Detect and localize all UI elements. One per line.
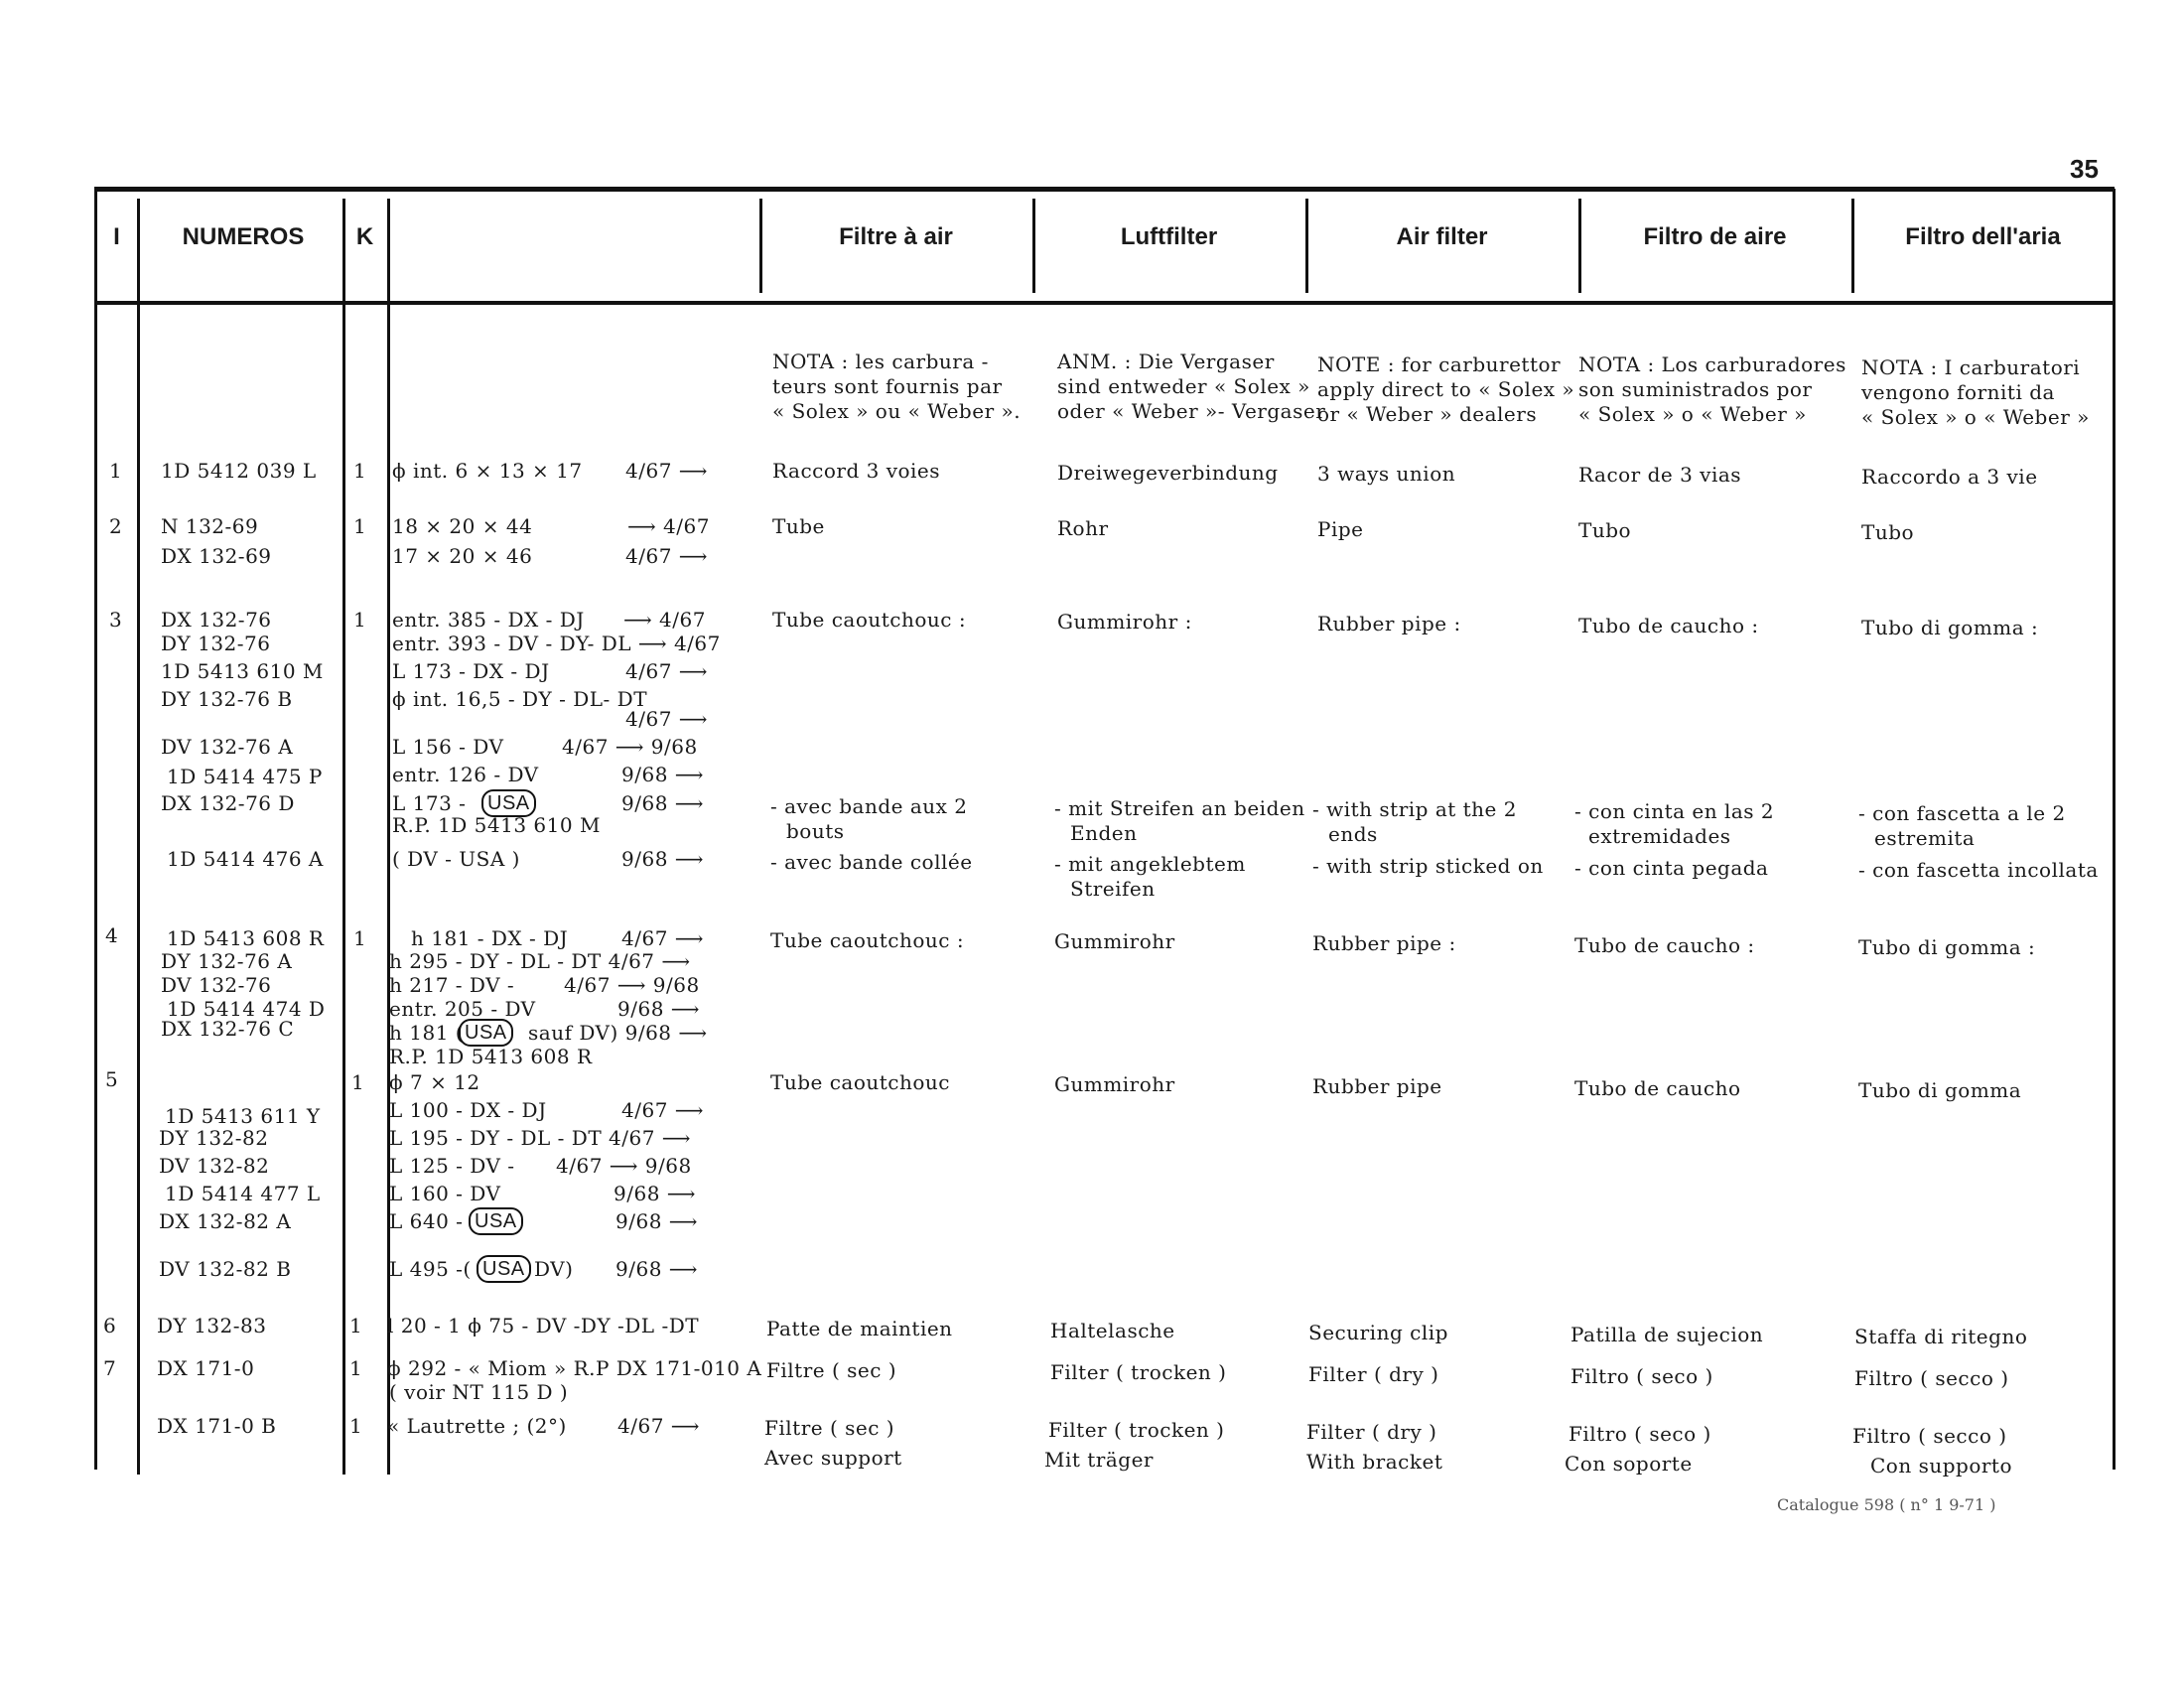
catalogue-footer: Catalogue 598 ( n° 1 9-71 ) [1777,1495,1996,1514]
desc-fr: Tube caoutchouc [770,1070,951,1094]
part-number: DY 132-76 B [161,687,293,711]
spec-line: L 125 - DV - [389,1154,515,1178]
page-number: 35 [2070,154,2099,184]
desc-it: Filtro ( secco ) [1852,1424,2007,1448]
desc-it: Tubo di gomma : [1858,935,2036,959]
row-index: 7 [103,1356,117,1380]
spec-line: 9/68 ⟶ [621,763,704,786]
desc-de: Rohr [1057,516,1109,540]
part-number: DV 132-76 A [161,735,294,759]
row-k: 1 [349,1356,363,1380]
subdesc-es: - con cinta pegada [1574,856,1769,880]
col-divider [1578,199,1581,293]
subdesc-fr: - avec bande collée [770,850,973,874]
spec-line: ⟶ 4/67 [623,608,706,632]
row-k: 1 [349,1314,363,1337]
row-index: 5 [105,1067,119,1091]
spec-line: h 181 - DX - DJ [411,926,569,950]
desc-es: Racor de 3 vias [1578,463,1742,487]
desc-en: 3 ways union [1317,462,1456,486]
col-divider [1305,199,1308,293]
spec-line: R.P. 1D 5413 608 R [389,1045,593,1068]
subdesc-fr: bouts [786,819,845,843]
subdesc-it: - con fascetta incollata [1858,858,2099,882]
part-number: N 132-69 [161,514,259,538]
spec-line: 9/68 ⟶ [621,847,704,871]
row-index: 1 [109,459,123,483]
spec-line: 4/67 ⟶ [617,1414,700,1438]
desc-en: Filter ( dry ) [1306,1420,1437,1444]
spec-line: 4/67 ⟶ 9/68 [564,973,700,997]
desc-es: Tubo de caucho : [1578,614,1759,637]
subdesc-it: - con fascetta a le 2 [1858,801,2066,825]
subdesc-it: Con supporto [1870,1454,2013,1477]
part-number: 1D 5414 474 D [167,997,326,1021]
part-number: DX 132-76 C [161,1017,295,1041]
part-number: DX 132-76 D [161,791,295,815]
spec-line: L 173 - DX - DJ [392,659,550,683]
spec-line: 4/67 ⟶ 9/68 [562,735,698,759]
header-it: Filtro dell'aria [1905,223,2061,250]
desc-en: Rubber pipe : [1312,931,1456,955]
col-divider [759,199,762,293]
row-k: 1 [351,1070,365,1094]
spec-line: L 100 - DX - DJ [389,1098,547,1122]
part-number: 1D 5413 611 Y [165,1104,321,1128]
spec-line: ⟶ 4/67 [627,514,710,538]
spec-line: L 173 - [392,791,467,815]
usa-badge: USA [469,1207,523,1235]
desc-de: Filter ( trocken ) [1050,1360,1227,1384]
part-number: DY 132-82 [159,1126,269,1150]
spec-line: h 181 ( [389,1021,465,1045]
desc-de: Dreiwegeverbindung [1057,461,1279,485]
header-index: I [113,223,120,250]
spec-line: entr. 126 - DV [392,763,539,786]
part-number: DY 132-76 [161,632,271,655]
subdesc-es: extremidades [1588,824,1731,848]
subdesc-it: estremita [1874,826,1976,850]
desc-fr: Patte de maintien [766,1317,953,1340]
spec-line: R.P. 1D 5413 610 M [392,813,601,837]
header-en: Air filter [1396,223,1488,250]
desc-es: Tubo de caucho [1574,1076,1741,1100]
spec-line: 9/68 ⟶ [615,1209,698,1233]
spec-line: h 217 - DV - [389,973,515,997]
subdesc-en: - with strip at the 2 [1312,797,1517,821]
spec-line: 4/67 ⟶ [625,459,708,483]
row-k: 1 [353,608,367,632]
row-k: 1 [353,514,367,538]
spec-line: h 295 - DY - DL - DT 4/67 ⟶ [389,949,691,973]
desc-en: Securing clip [1308,1321,1448,1344]
part-number: DY 132-83 [157,1314,267,1337]
part-number: DX 171-0 [157,1356,255,1380]
row-k: 1 [353,926,367,950]
col-divider [387,199,390,1475]
part-number: 1D 5413 608 R [167,926,325,950]
spec-line: 4/67 ⟶ [621,1098,704,1122]
header-bottom-border [94,301,2115,305]
part-number: 1D 5412 039 L [161,459,317,483]
subdesc-en: ends [1328,822,1378,846]
part-number: DV 132-82 [159,1154,270,1178]
desc-es: Tubo de caucho : [1574,933,1755,957]
row-index: 4 [105,923,119,947]
header-numeros: NUMEROS [182,223,305,250]
desc-es: Patilla de sujecion [1570,1323,1764,1346]
part-number: 1D 5414 476 A [167,847,324,871]
part-number: DX 171-0 B [157,1414,277,1438]
desc-de: Gummirohr [1054,1072,1175,1096]
desc-en: Pipe [1317,517,1364,541]
subdesc-de: Mit träger [1044,1448,1154,1472]
spec-line: ( DV - USA ) [392,847,520,871]
desc-it: Staffa di ritegno [1854,1325,2028,1348]
header-fr: Filtre à air [839,223,953,250]
header-de: Luftfilter [1120,223,1218,250]
part-number: 1D 5414 477 L [165,1182,321,1205]
spec-line: 9/68 ⟶ [614,1182,696,1205]
part-number: DV 132-82 B [159,1257,292,1281]
part-number: DV 132-76 [161,973,272,997]
spec-line: ϕ 7 × 12 [389,1070,480,1094]
subdesc-fr: Avec support [764,1446,902,1470]
row-index: 2 [109,514,123,538]
part-number: 1D 5413 610 M [161,659,324,683]
spec-line: 4/67 ⟶ [621,926,704,950]
part-number: DX 132-69 [161,544,272,568]
desc-de: Gummirohr [1054,929,1175,953]
desc-de: Gummirohr : [1057,610,1192,633]
spec-line: 4/67 ⟶ [625,544,708,568]
subdesc-en: - with strip sticked on [1312,854,1544,878]
spec-line: 9/68 ⟶ [621,791,704,815]
desc-es: Filtro ( seco ) [1570,1364,1713,1388]
row-index: 3 [109,608,123,632]
spec-line: 4/67 ⟶ [625,659,708,683]
usa-badge: USA [477,1255,531,1283]
spec-line: 18 × 20 × 44 [392,514,533,538]
spec-line: entr. 393 - DV - DY- DL ⟶ 4/67 [392,632,721,655]
col-divider [94,189,97,1470]
desc-en: Rubber pipe : [1317,612,1461,635]
spec-line: ϕ int. 6 × 13 × 17 [392,459,583,483]
subdesc-en: With bracket [1306,1450,1443,1474]
desc-en: Filter ( dry ) [1308,1362,1439,1386]
row-index: 6 [103,1314,117,1337]
row-k: 1 [349,1414,363,1438]
row-k: 1 [353,459,367,483]
spec-line: 9/68 ⟶ [615,1257,698,1281]
usa-badge: USA [481,789,536,817]
part-number: DY 132-76 A [161,949,293,973]
desc-es: Filtro ( seco ) [1569,1422,1711,1446]
spec-line: 4/67 ⟶ [625,707,708,731]
part-number: 1D 5414 475 P [167,765,323,788]
spec-line: ϕ int. 16,5 - DY - DL- DT [392,687,648,711]
spec-line: 9/68 ⟶ [617,997,700,1021]
desc-it: Tubo di gomma : [1861,616,2039,639]
subdesc-es: Con soporte [1565,1452,1693,1476]
desc-en: Rubber pipe [1312,1074,1442,1098]
desc-fr: Raccord 3 voies [772,459,941,483]
desc-it: Tubo [1861,520,1915,544]
desc-fr: Filtre ( sec ) [764,1416,895,1440]
usa-badge: USA [459,1019,513,1047]
spec-line: ϕ 292 - « Miom » R.P DX 171-010 A [387,1356,762,1380]
col-divider [2113,189,2116,1470]
spec-line: L 160 - DV [389,1182,501,1205]
spec-line: ( voir NT 115 D ) [389,1380,569,1404]
col-divider [137,199,140,1475]
part-number: DX 132-76 [161,608,272,632]
col-divider [342,199,345,1475]
desc-fr: Tube caoutchouc : [770,928,965,952]
subdesc-es: - con cinta en las 2 [1574,799,1775,823]
spec-line: 17 × 20 × 46 [392,544,533,568]
subdesc-fr: - avec bande aux 2 [770,794,968,818]
spec-line: L 495 -( [389,1257,472,1281]
spec-line: « Lautrette ; (2°) [387,1414,567,1438]
desc-de: Filter ( trocken ) [1048,1418,1225,1442]
desc-fr: Tube caoutchouc : [772,608,967,632]
spec-line: l 20 - 1 ϕ 75 - DV -DY -DL -DT [387,1314,700,1337]
header-k: K [355,223,374,250]
desc-it: Tubo di gomma [1858,1078,2022,1102]
spec-line: DV) [534,1257,574,1281]
spec-line: entr. 385 - DX - DJ [392,608,585,632]
part-number: DX 132-82 A [159,1209,292,1233]
spec-line: sauf DV) 9/68 ⟶ [528,1021,708,1045]
subdesc-de: Streifen [1070,877,1156,901]
desc-de: Haltelasche [1050,1319,1175,1342]
subdesc-de: - mit Streifen an beiden [1054,796,1305,820]
spec-line: L 195 - DY - DL - DT 4/67 ⟶ [389,1126,691,1150]
spec-line: entr. 205 - DV [389,997,536,1021]
desc-es: Tubo [1578,518,1632,542]
col-divider [1851,199,1854,293]
desc-it: Filtro ( secco ) [1854,1366,2009,1390]
col-divider [1032,199,1035,293]
header-es: Filtro de aire [1643,223,1787,250]
desc-it: Raccordo a 3 vie [1861,465,2038,489]
spec-line: 4/67 ⟶ 9/68 [556,1154,692,1178]
subdesc-de: Enden [1070,821,1138,845]
spec-line: L 640 - [389,1209,464,1233]
desc-fr: Tube [772,514,825,538]
desc-fr: Filtre ( sec ) [766,1358,897,1382]
spec-line: L 156 - DV [392,735,504,759]
table-top-border [94,187,2115,192]
subdesc-de: - mit angeklebtem [1054,852,1246,876]
